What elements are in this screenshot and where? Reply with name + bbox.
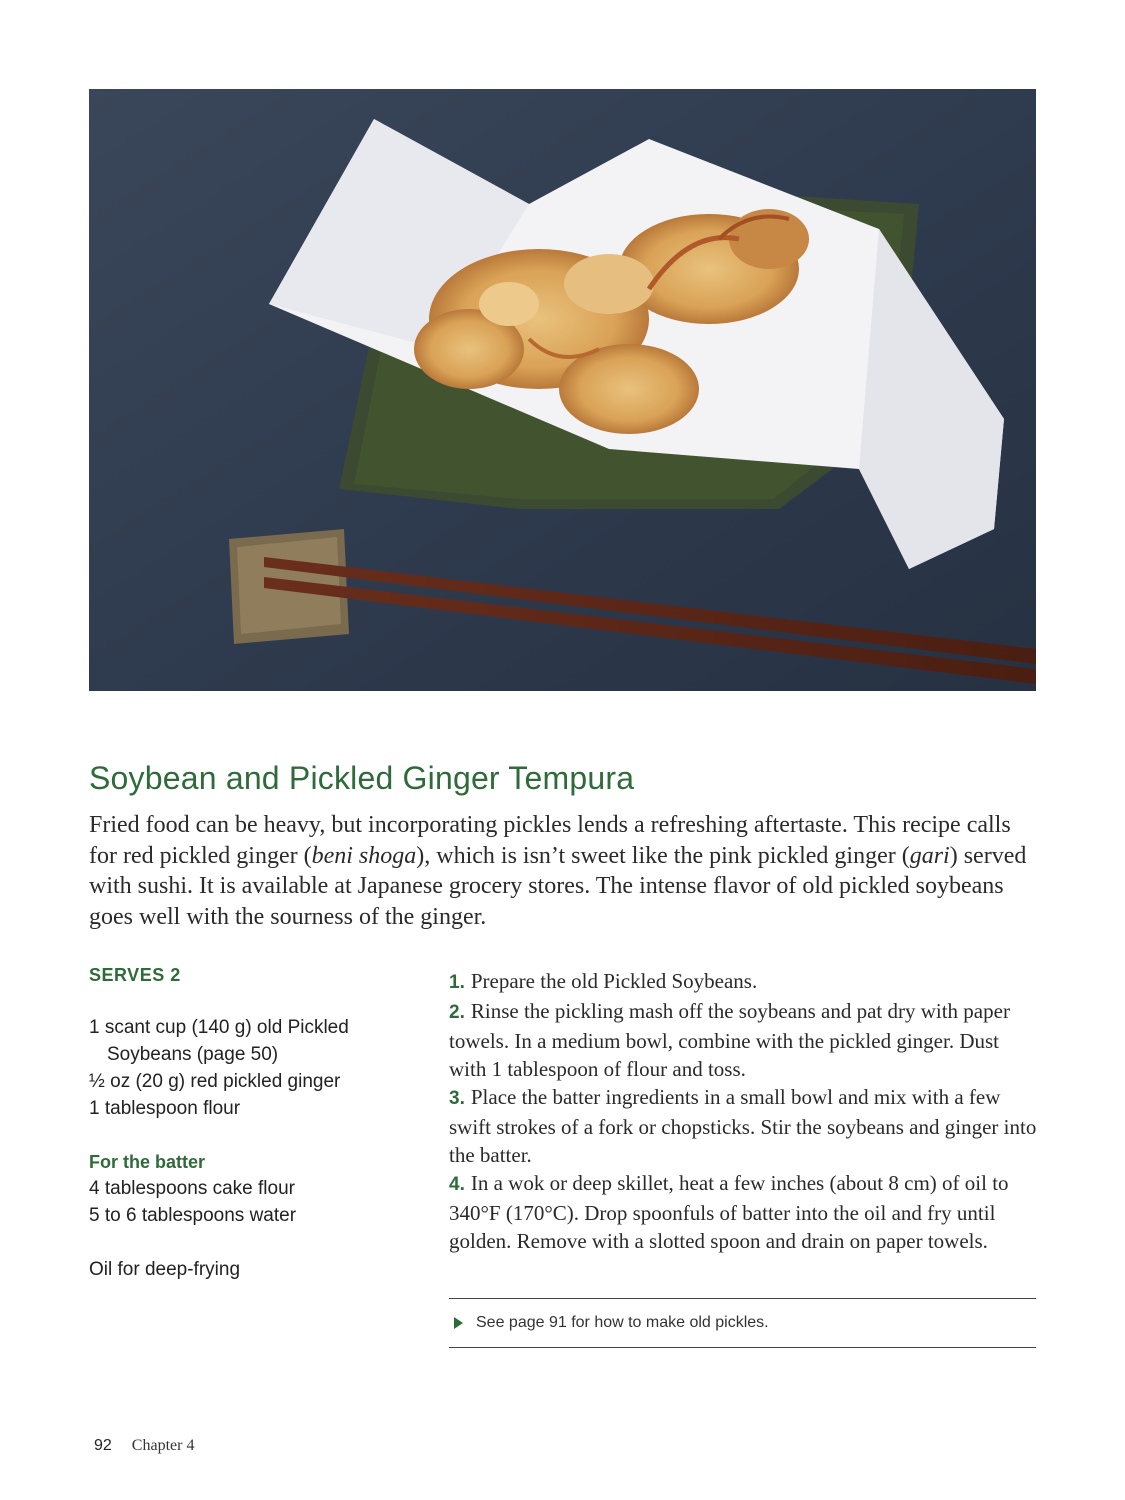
recipe-intro: Fried food can be heavy, but incorporating pickles lends a refreshing aftertaste. This recipe calls for red pickled ginger (beni shoga), which is isn’t sweet like the pink pickled ginger (gari) served with sushi. It is available at Japanese grocery stores. The intense flavor of old pickled soybeans goes well with the sourness of the ginger. [89,812,1027,930]
ingredients-column [89,962,409,1283]
step-text: In a wok or deep skillet, heat a few inches (about 8 cm) of oil to 340°F (170°C). Drop spoonfuls of batter into the oil and fry until golden. Remove with a slotted spoon and drain on paper towels. [449,1171,1009,1253]
step-number: 3. [449,1088,465,1109]
step-item [449,1083,1039,1169]
serves-label: SERVES 2 [89,965,181,985]
ingredient-line: 4 tablespoons cake flour [89,1178,295,1199]
page-footer [94,1437,194,1455]
recipe-title: Soybean and Pickled Ginger Tempura [89,760,635,796]
intro-term-gari: gari [909,842,950,869]
tempura-illustration [89,89,1036,691]
step-text: Place the batter ingredients in a small bowl and mix with a few swift strokes of a fork or chopsticks. Stir the soybeans and ginger into the batter. [449,1085,1037,1167]
step-number: 4. [449,1174,465,1195]
ingredient-line: 5 to 6 tablespoons water [89,1205,297,1226]
ingredient-line: 1 tablespoon flour [89,1098,241,1119]
step-item [449,997,1039,1083]
step-item [449,967,1039,997]
batter-heading: For the batter [89,1152,206,1172]
step-text: Prepare the old Pickled Soybeans. [470,969,758,993]
step-number: 1. [449,972,465,993]
ingredient-line: Oil for deep-frying [89,1259,241,1280]
cross-reference-note [449,1298,1036,1348]
ingredient-line: Soybeans (page 50) [107,1044,279,1065]
note-text: See page 91 for how to make old pickles. [476,1314,769,1331]
play-triangle-icon [454,1317,463,1329]
step-item [449,1169,1039,1255]
step-number: 2. [449,1002,465,1023]
ingredient-line: ½ oz (20 g) red pickled ginger [89,1071,341,1092]
chapter-label: Chapter 4 [131,1437,195,1454]
intro-term-beni-shoga: beni shoga [311,842,417,869]
ingredient-line: 1 scant cup (140 g) old Pickled [89,1017,349,1038]
recipe-photo [89,89,1036,691]
step-text: Rinse the pickling mash off the soybeans and pat dry with paper towels. In a medium bowl, combine with the pickled ginger. Dust with 1 tablespoon of flour and toss. [449,999,1010,1081]
steps-column [449,967,1039,1255]
page-number: 92 [94,1437,112,1454]
